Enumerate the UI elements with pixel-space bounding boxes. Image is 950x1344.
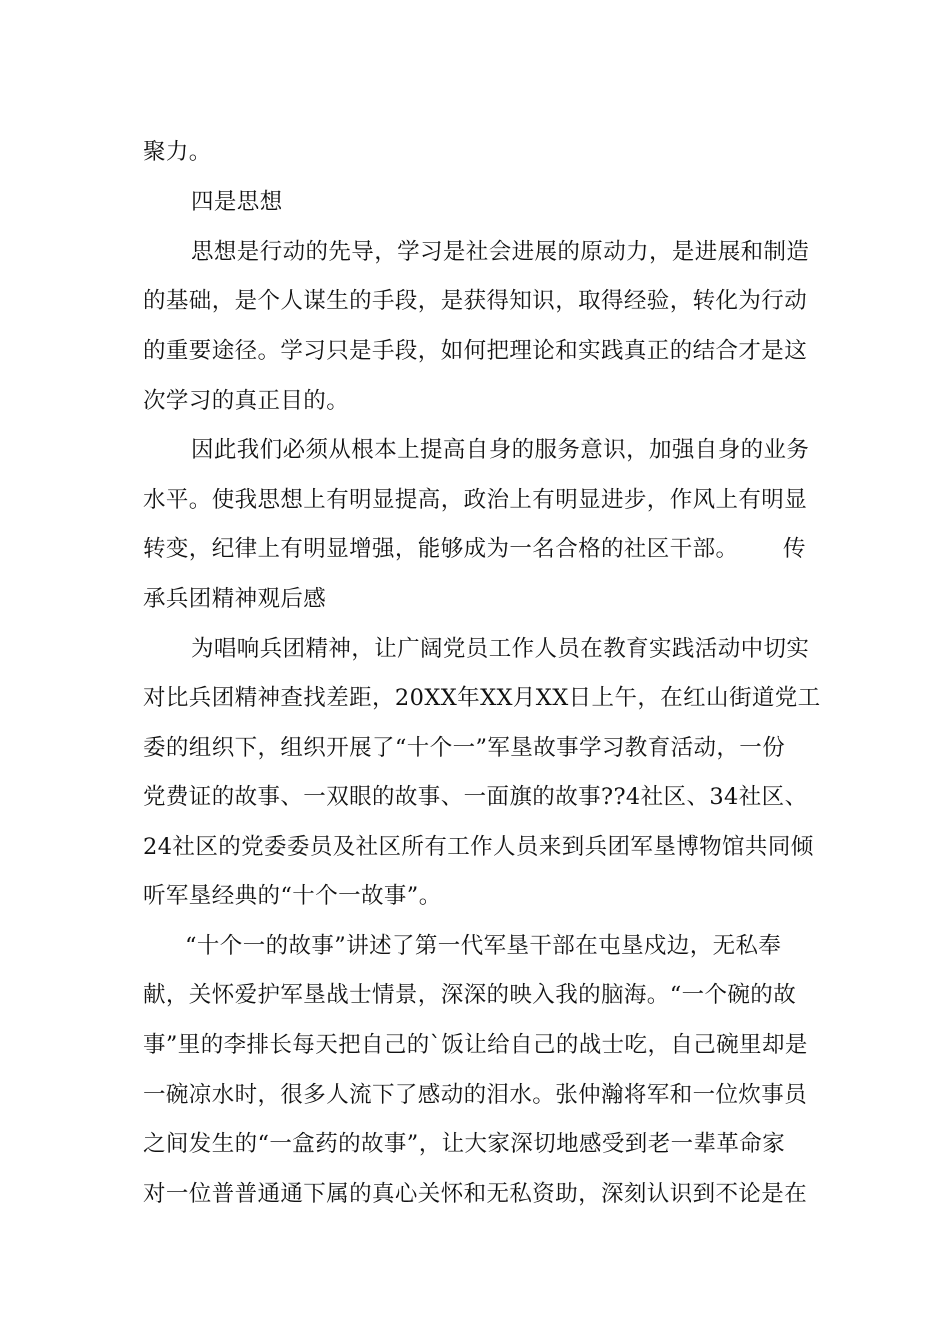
text-line: 献，关怀爱护军垦战士情景，深深的映入我的脑海。“一个碗的故: [143, 982, 797, 1008]
text-line: 党费证的故事、一双眼的故事、一面旗的故事??4社区、34社区、: [143, 784, 808, 810]
text-line: 之间发生的“一盒药的故事”，让大家深切地感受到老一辈革命家: [143, 1131, 786, 1157]
text-line: 次学习的真正目的。: [143, 388, 350, 414]
text-line: 转变，纪律上有明显增强，能够成为一名合格的社区干部。: [143, 536, 739, 562]
text-line: 对比兵团精神查找差距，20XX年XX月XX日上午，在红山街道党工: [143, 685, 821, 711]
section-heading: 四是思想: [191, 189, 283, 215]
text-line: 24社区的党委委员及社区所有工作人员来到兵团军垦博物馆共同倾: [143, 834, 814, 860]
text-line: 听军垦经典的“十个一故事”。: [143, 883, 442, 909]
document-title: 承兵团精神观后感: [143, 586, 327, 612]
text-line: 的基础，是个人谋生的手段，是获得知识，取得经验，转化为行动: [143, 288, 808, 314]
text-line: “十个一的故事”讲述了第一代军垦干部在屯垦戍边，无私奉: [185, 933, 782, 959]
text-line: 事”里的李排长每天把自己的`饭让给自己的战士吃，自己碗里却是: [143, 1032, 808, 1058]
text-line: 委的组织下，组织开展了“十个一”军垦故事学习教育活动，一份: [143, 735, 786, 761]
text-line: 水平。使我思想上有明显提高，政治上有明显进步，作风上有明显: [143, 487, 808, 513]
title-fragment: 传: [783, 536, 806, 562]
text-line: 的重要途径。学习只是手段，如何把理论和实践真正的结合才是这: [143, 338, 808, 364]
text-line: 聚力。: [143, 139, 212, 165]
text-line: 思想是行动的先导，学习是社会进展的原动力，是进展和制造: [191, 239, 810, 265]
text-line: 对一位普普通通下属的真心关怀和无私资助，深刻认识到不论是在: [143, 1181, 808, 1207]
text-line: 因此我们必须从根本上提高自身的服务意识，加强自身的业务: [191, 437, 810, 463]
text-line: 为唱响兵团精神，让广阔党员工作人员在教育实践活动中切实: [191, 636, 810, 662]
text-line: 一碗凉水时，很多人流下了感动的泪水。张仲瀚将军和一位炊事员: [143, 1082, 808, 1108]
